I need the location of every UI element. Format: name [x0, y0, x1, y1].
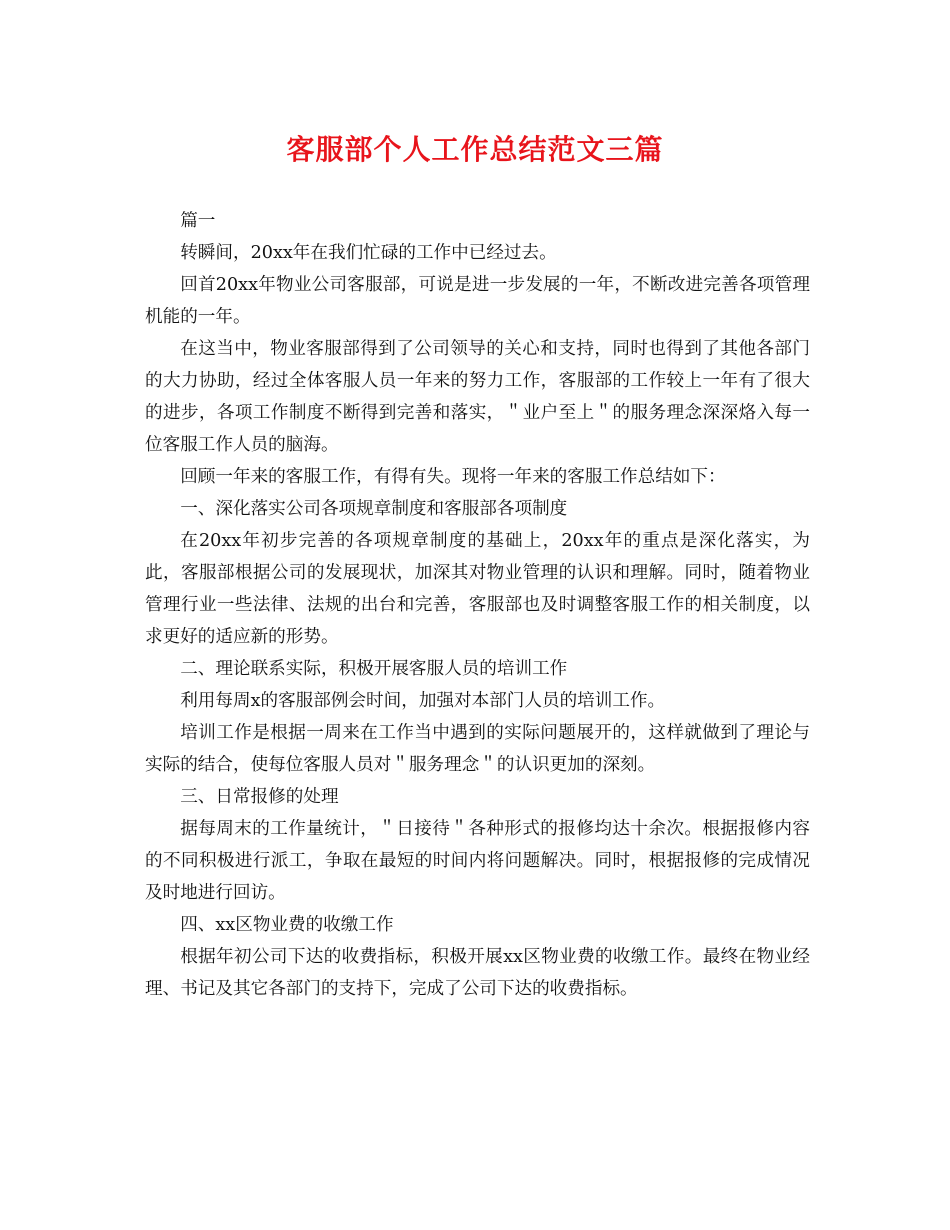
document-body	[145, 205, 810, 1005]
paragraph: 在20xx年初步完善的各项规章制度的基础上，20xx年的重点是深化落实，为此，客服部根据公司的发展现状，加深其对物业管理的认识和理解。同时，随着物业管理行业一些法律、法规的出台和完善，客服部也及时调整客服工作的相关制度，以求更好的适应新的形势。	[145, 531, 810, 647]
section-heading-pian-yi: 篇一	[180, 211, 216, 231]
paragraph: 据每周末的工作量统计，＂日接待＂各种形式的报修均达十余次。根据报修内容的不同积极进行派工，争取在最短的时间内将问题解决。同时，根据报修的完成情况及时地进行回访。	[145, 819, 810, 903]
document-title: 客服部个人工作总结范文三篇	[286, 133, 664, 166]
section-heading: 二、理论联系实际，积极开展客服人员的培训工作	[180, 659, 568, 679]
paragraph: 培训工作是根据一周来在工作当中遇到的实际问题展开的，这样就做到了理论与实际的结合，使每位客服人员对＂服务理念＂的认识更加的深刻。	[145, 723, 810, 775]
section-heading: 四、xx区物业费的收缴工作	[180, 915, 394, 935]
paragraph: 回首20xx年物业公司客服部，可说是进一步发展的一年，不断改进完善各项管理机能的一年。	[145, 275, 810, 327]
paragraph: 转瞬间，20xx年在我们忙碌的工作中已经过去。	[180, 243, 557, 263]
paragraph: 利用每周x的客服部例会时间，加强对本部门人员的培训工作。	[180, 691, 666, 711]
paragraph: 根据年初公司下达的收费指标，积极开展xx区物业费的收缴工作。最终在物业经理、书记及其它各部门的支持下，完成了公司下达的收费指标。	[145, 947, 810, 999]
paragraph: 在这当中，物业客服部得到了公司领导的关心和支持，同时也得到了其他各部门的大力协助，经过全体客服人员一年来的努力工作，客服部的工作较上一年有了很大的进步，各项工作制度不断得到完善和落实，＂业户至上＂的服务理念深深烙入每一位客服工作人员的脑海。	[145, 339, 810, 455]
section-heading: 一、深化落实公司各项规章制度和客服部各项制度	[180, 499, 568, 519]
paragraph: 回顾一年来的客服工作，有得有失。现将一年来的客服工作总结如下：	[180, 467, 726, 487]
section-heading: 三、日常报修的处理	[180, 787, 339, 807]
